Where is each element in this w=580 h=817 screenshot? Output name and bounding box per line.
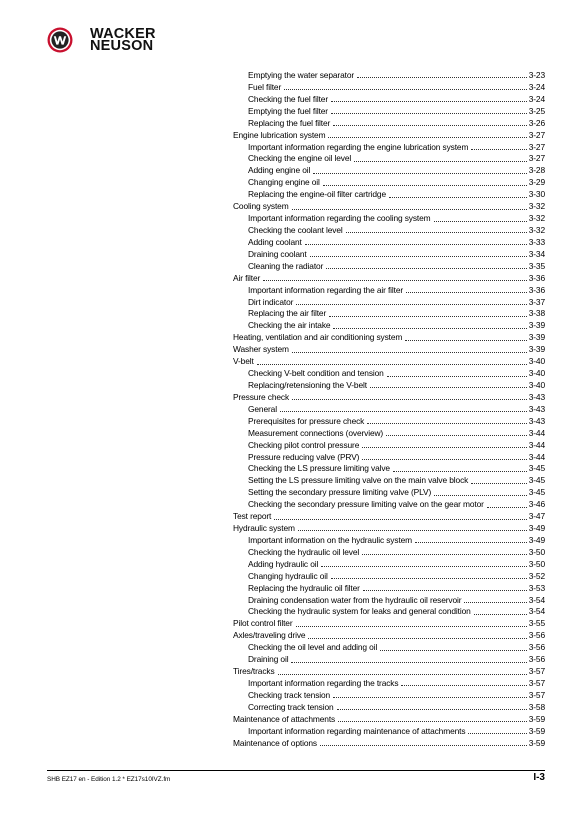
toc-entry-page: 3-37 (528, 296, 545, 307)
toc-entry[interactable] (233, 308, 545, 320)
toc-leader-dots (331, 113, 527, 114)
toc-entry-title: Replacing/retensioning the V-belt (248, 379, 367, 390)
toc-entry[interactable] (233, 452, 545, 464)
toc-entry-page: 3-36 (528, 284, 545, 295)
toc-entry-title: Hydraulic system (233, 523, 295, 534)
toc-entry-page: 3-43 (528, 403, 545, 414)
toc-entry[interactable] (233, 714, 545, 726)
toc-entry-page: 3-39 (528, 320, 545, 331)
toc-leader-dots (298, 530, 527, 531)
toc-leader-dots (323, 185, 527, 186)
toc-entry-page: 3-32 (528, 201, 545, 212)
toc-leader-dots (263, 280, 527, 281)
toc-entry-page: 3-45 (528, 487, 545, 498)
toc-entry-title: Checking track tension (248, 689, 331, 700)
toc-entry-page: 3-39 (528, 344, 545, 355)
toc-entry-page: 3-40 (528, 356, 545, 367)
toc-entry-title: Prerequisites for pressure check (248, 415, 365, 426)
toc-entry[interactable] (233, 189, 545, 201)
toc-entry-title: Test report (233, 511, 272, 522)
toc-entry-title: Maintenance of options (233, 737, 317, 748)
toc-entry-page: 3-59 (528, 725, 545, 736)
toc-entry[interactable] (233, 511, 545, 523)
toc-entry[interactable] (233, 380, 545, 392)
toc-entry-title: Checking the hydraulic oil level (248, 546, 360, 557)
toc-leader-dots (333, 328, 526, 329)
toc-leader-dots (313, 173, 526, 174)
toc-entry-page: 3-54 (528, 594, 545, 605)
toc-entry-page: 3-56 (528, 642, 545, 653)
toc-entry-title: Checking the LS pressure limiting valve (248, 463, 390, 474)
toc-entry-page: 3-49 (528, 523, 545, 534)
toc-entry[interactable] (233, 106, 545, 118)
toc-leader-dots (370, 387, 527, 388)
toc-entry[interactable] (233, 320, 545, 332)
toc-entry[interactable] (233, 547, 545, 559)
toc-entry-title: Checking the fuel filter (248, 93, 328, 104)
toc-entry-title: Setting the LS pressure limiting valve on the main valve block (248, 475, 469, 486)
toc-entry-page: 3-23 (528, 70, 545, 80)
toc-entry-title: Replacing the fuel filter (248, 117, 331, 128)
toc-leader-dots (333, 697, 527, 698)
toc-leader-dots (278, 674, 527, 675)
toc-leader-dots (386, 435, 527, 436)
toc-leader-dots (338, 721, 527, 722)
toc-leader-dots (393, 471, 527, 472)
toc-entry-page: 3-40 (528, 368, 545, 379)
toc-entry-title: Checking the oil level and adding oil (248, 642, 378, 653)
toc-leader-dots (471, 483, 527, 484)
toc-entry[interactable] (233, 356, 545, 368)
toc-entry-page: 3-30 (528, 189, 545, 200)
toc-entry-page: 3-52 (528, 570, 545, 581)
toc-leader-dots (389, 197, 527, 198)
toc-entry[interactable] (233, 261, 545, 273)
toc-entry-title: Important information regarding maintenance of attachments (248, 725, 466, 736)
toc-entry[interactable] (233, 82, 545, 94)
toc-entry[interactable] (233, 463, 545, 475)
toc-entry-page: 3-56 (528, 654, 545, 665)
toc-entry[interactable] (233, 94, 545, 106)
toc-leader-dots (415, 542, 527, 543)
toc-entry-title: Replacing the engine-oil filter cartridge (248, 189, 386, 200)
toc-leader-dots (308, 638, 526, 639)
toc-leader-dots (296, 626, 527, 627)
toc-leader-dots (406, 292, 527, 293)
toc-entry-page: 3-44 (528, 427, 545, 438)
toc-entry-title: Setting the secondary pressure limiting valve (PLV) (248, 487, 432, 498)
toc-entry-page: 3-53 (528, 582, 545, 593)
toc-leader-dots (487, 507, 527, 508)
brand-logo (47, 27, 156, 53)
toc-entry[interactable] (233, 416, 545, 428)
toc-leader-dots (354, 161, 527, 162)
toc-entry-page: 3-36 (528, 272, 545, 283)
toc-entry[interactable] (233, 273, 545, 285)
toc-entry[interactable] (233, 690, 545, 702)
toc-entry-title: Important information regarding the cooling system (248, 213, 431, 224)
toc-entry[interactable] (233, 165, 545, 177)
toc-entry[interactable] (233, 285, 545, 297)
toc-entry[interactable] (233, 201, 545, 213)
toc-leader-dots (363, 590, 527, 591)
toc-entry-page: 3-59 (528, 737, 545, 748)
toc-leader-dots (464, 602, 526, 603)
toc-leader-dots (346, 232, 527, 233)
toc-entry[interactable] (233, 738, 545, 750)
toc-leader-dots (434, 495, 527, 496)
toc-entry-page: 3-46 (528, 499, 545, 510)
toc-entry-page: 3-34 (528, 248, 545, 259)
toc-leader-dots (331, 578, 527, 579)
brand-wordmark (90, 25, 156, 54)
toc-entry[interactable] (233, 368, 545, 380)
toc-entry[interactable] (233, 475, 545, 487)
toc-entry[interactable] (233, 332, 545, 344)
toc-entry[interactable] (233, 499, 545, 511)
toc-leader-dots (362, 459, 526, 460)
toc-entry-title: Fuel filter (248, 81, 282, 92)
toc-leader-dots (257, 364, 527, 365)
toc-entry-title: Changing hydraulic oil (248, 570, 328, 581)
toc-entry[interactable] (233, 666, 545, 678)
toc-entry-page: 3-43 (528, 415, 545, 426)
toc-entry-title: Adding hydraulic oil (248, 558, 319, 569)
toc-entry-title: Draining oil (248, 654, 289, 665)
toc-entry-page: 3-59 (528, 713, 545, 724)
footer-divider (47, 770, 545, 771)
toc-entry-title: Adding engine oil (248, 165, 311, 176)
toc-leader-dots (367, 423, 526, 424)
toc-entry-page: 3-58 (528, 701, 545, 712)
toc-entry-title: Replacing the hydraulic oil filter (248, 582, 360, 593)
toc-entry-page: 3-33 (528, 236, 545, 247)
toc-entry[interactable] (233, 535, 545, 547)
toc-entry-title: Tires/tracks (233, 666, 275, 677)
toc-entry-page: 3-55 (528, 618, 545, 629)
toc-leader-dots (362, 447, 526, 448)
wacker-neuson-logo-icon (47, 27, 73, 53)
toc-entry-title: Checking the secondary pressure limiting valve on the gear motor (248, 499, 484, 510)
toc-entry-page: 3-50 (528, 546, 545, 557)
toc-leader-dots (331, 101, 527, 102)
toc-entry-title: Cleaning the radiator (248, 260, 324, 271)
toc-leader-dots (321, 566, 526, 567)
toc-entry[interactable] (233, 344, 545, 356)
toc-entry[interactable] (233, 702, 545, 714)
toc-entry-page: 3-57 (528, 689, 545, 700)
toc-leader-dots (357, 77, 527, 78)
toc-entry[interactable] (233, 392, 545, 404)
toc-entry[interactable] (233, 583, 545, 595)
toc-entry-title: Washer system (233, 344, 289, 355)
toc-entry-title: Air filter (233, 272, 261, 283)
toc-entry-page: 3-24 (528, 81, 545, 92)
toc-entry[interactable] (233, 642, 545, 654)
toc-leader-dots (387, 376, 527, 377)
toc-entry[interactable] (233, 726, 545, 738)
toc-leader-dots (280, 411, 527, 412)
toc-entry-title: Checking the hydraulic system for leaks and general condition (248, 606, 471, 617)
toc-entry-title: Cooling system (233, 201, 289, 212)
toc-leader-dots (362, 554, 527, 555)
toc-entry-title: Checking V-belt condition and tension (248, 368, 384, 379)
toc-entry-page: 3-57 (528, 666, 545, 677)
toc-entry-title: Important information regarding the air filter (248, 284, 404, 295)
toc-entry-page: 3-29 (528, 177, 545, 188)
toc-leader-dots (284, 89, 527, 90)
toc-leader-dots (296, 304, 526, 305)
toc-entry-page: 3-49 (528, 534, 545, 545)
toc-entry-page: 3-27 (528, 153, 545, 164)
toc-entry[interactable] (233, 118, 545, 130)
toc-entry[interactable] (233, 225, 545, 237)
toc-leader-dots (468, 733, 526, 734)
toc-leader-dots (292, 352, 527, 353)
toc-leader-dots (405, 340, 526, 341)
toc-entry-title: Emptying the fuel filter (248, 105, 328, 116)
toc-entry[interactable] (233, 654, 545, 666)
toc-entry-title: V-belt (233, 356, 254, 367)
toc-entry-page: 3-27 (528, 141, 545, 152)
toc-entry-page: 3-25 (528, 105, 545, 116)
toc-entry-title: Correcting track tension (248, 701, 334, 712)
toc-entry[interactable] (233, 142, 545, 154)
toc-entry-page: 3-35 (528, 260, 545, 271)
toc-entry[interactable] (233, 595, 545, 607)
toc-entry-page: 3-45 (528, 475, 545, 486)
toc-entry[interactable] (233, 297, 545, 309)
toc-entry-page: 3-50 (528, 558, 545, 569)
toc-entry-title: Heating, ventilation and air conditioning system (233, 332, 403, 343)
toc-entry-title: Dirt indicator (248, 296, 294, 307)
table-of-contents (233, 70, 545, 750)
toc-entry[interactable] (233, 630, 545, 642)
toc-leader-dots (328, 137, 526, 138)
toc-leader-dots (333, 125, 527, 126)
toc-leader-dots (329, 316, 527, 317)
toc-entry-title: Checking pilot control pressure (248, 439, 360, 450)
toc-entry[interactable] (233, 70, 545, 82)
toc-entry[interactable] (233, 177, 545, 189)
toc-entry-page: 3-24 (528, 93, 545, 104)
toc-entry-title: Important information regarding the engine lubrication system (248, 141, 469, 152)
toc-entry[interactable] (233, 571, 545, 583)
toc-entry-page: 3-47 (528, 511, 545, 522)
toc-entry-title: Changing engine oil (248, 177, 320, 188)
toc-entry-title: General (248, 403, 277, 414)
toc-entry-title: Checking the engine oil level (248, 153, 352, 164)
toc-leader-dots (320, 745, 527, 746)
toc-entry[interactable] (233, 428, 545, 440)
toc-entry[interactable] (233, 487, 545, 499)
toc-entry-page: 3-43 (528, 391, 545, 402)
toc-entry[interactable] (233, 237, 545, 249)
toc-entry-title: Replacing the air filter (248, 308, 327, 319)
toc-entry[interactable] (233, 440, 545, 452)
toc-entry-title: Maintenance of attachments (233, 713, 336, 724)
toc-entry-title: Important information on the hydraulic system (248, 534, 413, 545)
toc-entry-title: Draining condensation water from the hydraulic oil reservoir (248, 594, 462, 605)
toc-entry-title: Adding coolant (248, 236, 302, 247)
toc-leader-dots (305, 244, 527, 245)
toc-entry[interactable] (233, 249, 545, 261)
toc-leader-dots (401, 685, 526, 686)
toc-entry-page: 3-54 (528, 606, 545, 617)
toc-entry[interactable] (233, 130, 545, 142)
toc-entry-page: 3-28 (528, 165, 545, 176)
toc-leader-dots (380, 650, 527, 651)
toc-entry-page: 3-26 (528, 117, 545, 128)
toc-entry-page: 3-44 (528, 451, 545, 462)
toc-entry[interactable] (233, 523, 545, 535)
toc-entry-title: Draining coolant (248, 248, 307, 259)
toc-entry-page: 3-39 (528, 332, 545, 343)
toc-entry-title: Important information regarding the tracks (248, 678, 399, 689)
toc-entry[interactable] (233, 606, 545, 618)
toc-entry-page: 3-38 (528, 308, 545, 319)
toc-entry[interactable] (233, 404, 545, 416)
toc-leader-dots (291, 662, 526, 663)
brand-line-1: WACKER (90, 25, 156, 42)
toc-entry[interactable] (233, 153, 545, 165)
footer-page-number: I-3 (533, 772, 545, 783)
toc-leader-dots (274, 519, 526, 520)
toc-entry-title: Engine lubrication system (233, 129, 326, 140)
toc-entry-page: 3-32 (528, 224, 545, 235)
toc-leader-dots (326, 268, 526, 269)
toc-entry-page: 3-44 (528, 439, 545, 450)
toc-entry-title: Pressure check (233, 391, 290, 402)
toc-leader-dots (337, 709, 527, 710)
toc-leader-dots (434, 221, 527, 222)
toc-entry-title: Measurement connections (overview) (248, 427, 384, 438)
toc-entry-page: 3-57 (528, 678, 545, 689)
toc-leader-dots (474, 614, 527, 615)
toc-entry-title: Emptying the water separator (248, 70, 355, 80)
toc-entry-title: Pilot control filter (233, 618, 293, 629)
toc-entry-title: Checking the air intake (248, 320, 331, 331)
toc-entry-page: 3-27 (528, 129, 545, 140)
toc-leader-dots (292, 209, 527, 210)
toc-entry-title: Pressure reducing valve (PRV) (248, 451, 360, 462)
toc-entry[interactable] (233, 618, 545, 630)
toc-entry-page: 3-40 (528, 379, 545, 390)
toc-entry[interactable] (233, 213, 545, 225)
toc-entry-page: 3-45 (528, 463, 545, 474)
toc-entry-title: Axles/traveling drive (233, 630, 306, 641)
toc-leader-dots (292, 399, 527, 400)
footer-document-info: SHB EZ17 en - Edition 1.2 * EZ17s10IVZ.fm (47, 776, 171, 783)
toc-entry-title: Checking the coolant level (248, 224, 343, 235)
toc-entry-page: 3-32 (528, 213, 545, 224)
toc-leader-dots (471, 149, 526, 150)
toc-entry[interactable] (233, 559, 545, 571)
toc-entry-page: 3-56 (528, 630, 545, 641)
toc-leader-dots (310, 256, 527, 257)
brand-line-2: NEUSON (90, 38, 154, 54)
toc-entry[interactable] (233, 678, 545, 690)
